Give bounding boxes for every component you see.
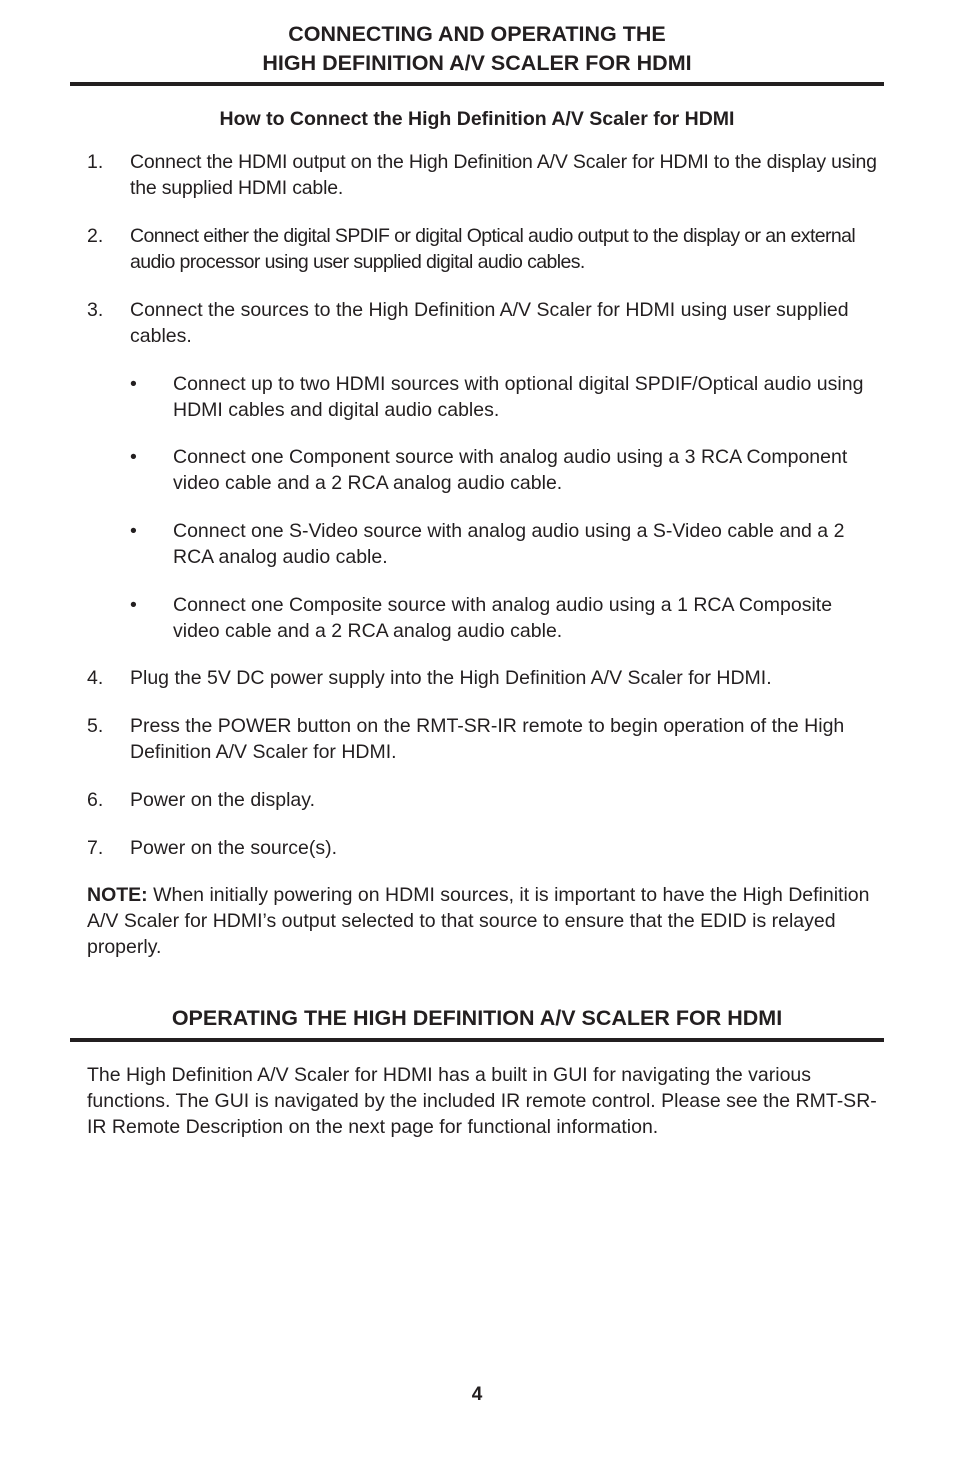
note-label: NOTE:: [87, 884, 148, 906]
bullet-icon: •: [130, 446, 137, 468]
step-3: [87, 297, 877, 349]
bullet-item-composite: [130, 592, 870, 644]
bullet-icon: •: [130, 520, 137, 542]
note-text: When initially powering on HDMI sources, it is important to have the High Definition A/V Scaler for HDMI’s output selected to that source to ensure that the EDID is relayed properly.: [87, 884, 870, 958]
bullet-item-component: [130, 444, 870, 496]
bullet-item-hdmi: [130, 371, 870, 423]
step-number: 6.: [87, 789, 104, 811]
step-text: Connect the HDMI output on the High Definition A/V Scaler for HDMI to the display using the supplied HDMI cable.: [130, 151, 877, 199]
bullet-icon: •: [130, 594, 137, 616]
title-divider: [70, 82, 884, 86]
step-1: [87, 149, 877, 201]
connect-heading: How to Connect the High Definition A/V Scaler for HDMI: [219, 108, 735, 130]
note-paragraph: [87, 882, 877, 960]
operating-body: The High Definition A/V Scaler for HDMI has a built in GUI for navigating the various functions. The GUI is navigated by the included IR remote control. Please see the RMT-SR-IR Remote Description on the next page for functional information.: [87, 1064, 877, 1138]
step-6: [87, 787, 877, 813]
step-7: [87, 835, 877, 861]
step-number: 5.: [87, 715, 104, 737]
bullet-text: Connect up to two HDMI sources with optional digital SPDIF/Optical audio using HDMI cables and digital audio cables.: [173, 373, 864, 421]
step-text: Connect either the digital SPDIF or digital Optical audio output to the display or an external audio processor using user supplied digital audio cables.: [130, 225, 856, 273]
step-text: Press the POWER button on the RMT-SR-IR remote to begin operation of the High Definition A/V Scaler for HDMI.: [130, 715, 845, 763]
bullet-text: Connect one Composite source with analog audio using a 1 RCA Composite video cable and a 2 RCA analog audio cable.: [173, 594, 833, 642]
step-number: 3.: [87, 299, 104, 321]
step-4: [87, 665, 877, 691]
step-number: 7.: [87, 837, 104, 859]
operating-divider: [70, 1038, 884, 1042]
step-text: Connect the sources to the High Definition A/V Scaler for HDMI using user supplied cables.: [130, 299, 849, 347]
bullet-text: Connect one Component source with analog audio using a 3 RCA Component video cable and a 2 RCA analog audio cable.: [173, 446, 848, 494]
page-number: 4: [471, 1384, 483, 1405]
bullet-item-s-video: [130, 518, 870, 570]
page-title: [70, 20, 884, 78]
step-number: 4.: [87, 667, 104, 689]
operating-section-title: OPERATING THE HIGH DEFINITION A/V SCALER FOR HDMI: [171, 1006, 783, 1030]
step-text: Power on the source(s).: [130, 837, 338, 859]
step-5: [87, 713, 877, 765]
step-number: 1.: [87, 151, 104, 173]
step-text: Plug the 5V DC power supply into the High Definition A/V Scaler for HDMI.: [130, 667, 772, 689]
bullet-icon: •: [130, 373, 137, 395]
step-text: Power on the display.: [130, 789, 315, 811]
bullet-text: Connect one S-Video source with analog audio using a S-Video cable and a 2 RCA analog audio cable.: [173, 520, 845, 568]
step-2: [87, 223, 877, 275]
page-title-line-1: CONNECTING AND OPERATING THE: [288, 22, 666, 46]
step-number: 2.: [87, 225, 104, 247]
page-title-line-2: HIGH DEFINITION A/V SCALER FOR HDMI: [262, 51, 692, 75]
